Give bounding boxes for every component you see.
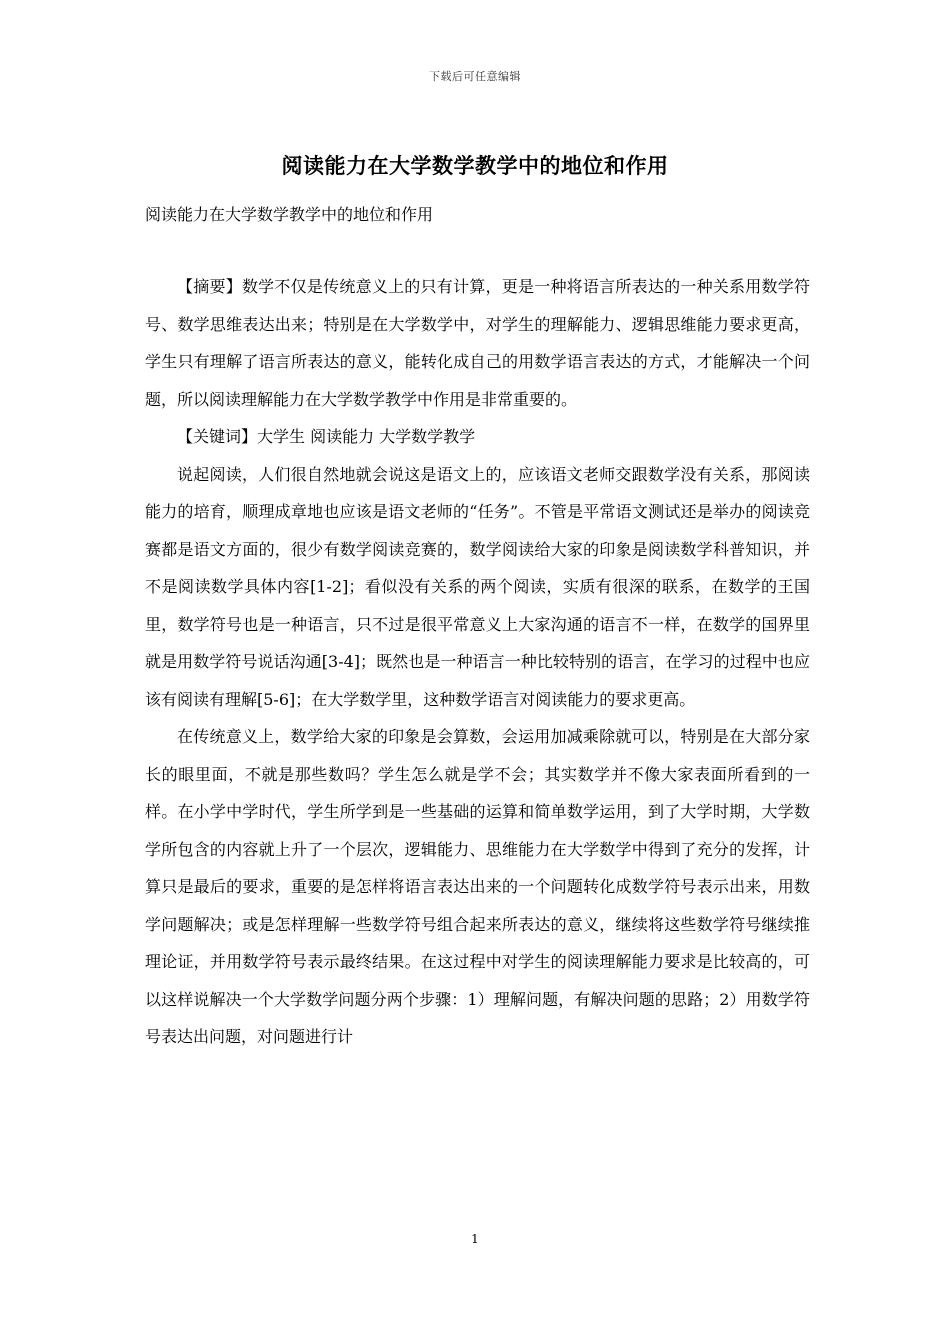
document-body (145, 268, 810, 1056)
abstract-paragraph: 【摘要】数学不仅是传统意义上的只有计算，更是一种将语言所表达的一种关系用数学符号、数学思维表达出来；特别是在大学数学中，对学生的理解能力、逻辑思维能力要求更高，学生只有理解了语言所表达的意义，能转化成自己的用数学语言表达的方式，才能解决一个问题，所以阅读理解能力在大学数学教学中作用是非常重要的。 (145, 277, 810, 409)
body-paragraph: 说起阅读，人们很自然地就会说这是语文上的，应该语文老师交跟数学没有关系，那阅读能力的培育，顺理成章地也应该是语文老师的“任务”。不管是平常语文测试还是举办的阅读竞赛都是语文方面的，很少有数学阅读竞赛的，数学阅读给大家的印象是阅读数学科普知识，并不是阅读数学具体内容[1-2]；看似没有关系的两个阅读，实质有很深的联系，在数学的王国里，数学符号也是一种语言，只不过是很平常意义上大家沟通的语言不一样，在数学的国界里就是用数学符号说话沟通[3-4]；既然也是一种语言一种比较特别的语言，在学习的过程中也应该有阅读有理解[5-6]；在大学数学里，这种数学语言对阅读能力的要求更高。 (145, 464, 810, 709)
header-note: 下载后可任意编辑 (429, 70, 521, 83)
page-number: 1 (471, 1232, 479, 1246)
keywords-paragraph: 【关键词】大学生 阅读能力 大学数学教学 (177, 427, 476, 446)
body-paragraph: 在传统意义上，数学给大家的印象是会算数，会运用加减乘除就可以，特别是在大部分家长的眼里面，不就是那些数吗？学生怎么就是学不会；其实数学并不像大家表面所看到的一样。在小学中学时代，学生所学到是一些基础的运算和简单数学运用，到了大学时期，大学数学所包含的内容就上升了一个层次，逻辑能力、思维能力在大学数学中得到了充分的发挥，计算只是最后的要求，重要的是怎样将语言表达出来的一个问题转化成数学符号表示出来，用数学问题解决；或是怎样理解一些数学符号组合起来所表达的意义，继续将这些数学符号继续推理论证，并用数学符号表示最终结果。在这过程中对学生的阅读理解能力要求是比较高的，可以这样说解决一个大学数学问题分两个步骤：1）理解问题，有解决问题的思路；2）用数学符号表达出问题，对问题进行计 (145, 727, 810, 1046)
document-subtitle: 阅读能力在大学数学教学中的地位和作用 (145, 205, 434, 224)
document-title: 阅读能力在大学数学教学中的地位和作用 (281, 153, 669, 178)
